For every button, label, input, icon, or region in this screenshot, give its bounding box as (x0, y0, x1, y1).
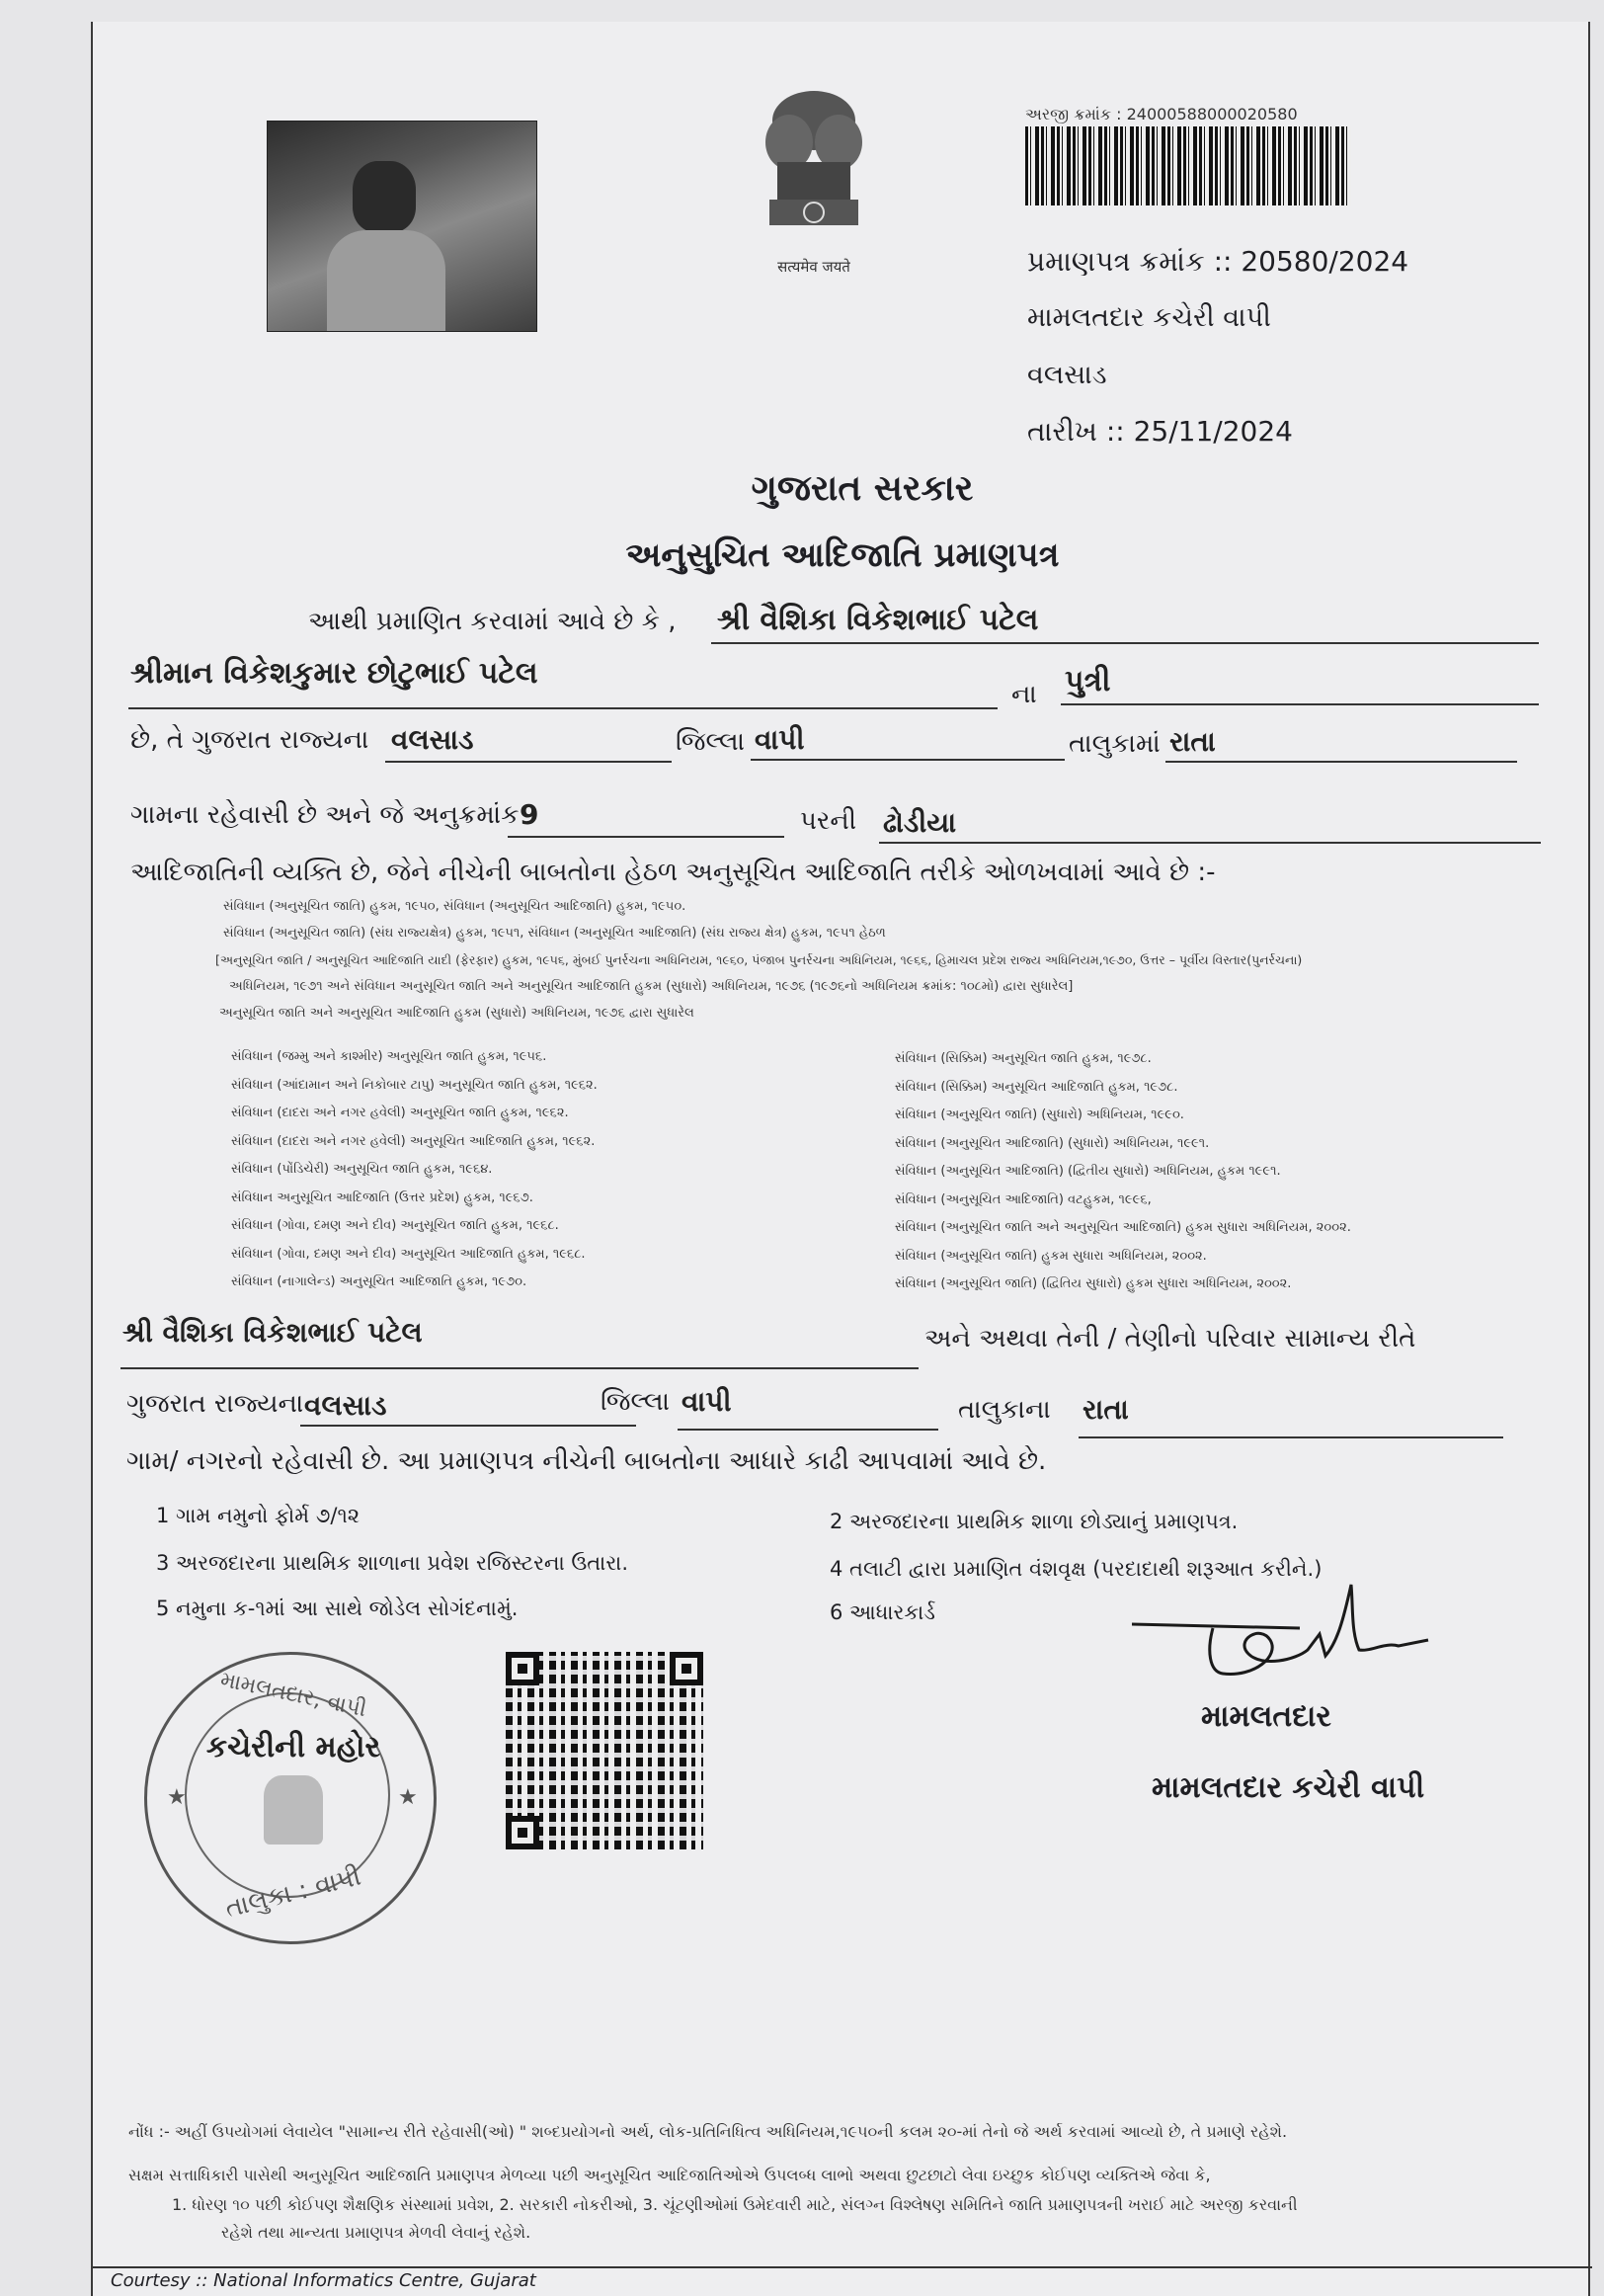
note-line: 1. ધોરણ ૧૦ પછી કોઈપણ શૈક્ષણિક સંસ્થામાં પ્રવેશ, 2. સરકારી નોકરીઓ, 3. ચૂંટણીઓમાં ઉમેદવારી માટે, સંલગ્ન વિશ્લેષણ સમિતિને જાતિ પ્રમાણપત્રની ખરાઈ માટે અરજી કરવાની (172, 2195, 1298, 2214)
par-label: પરની (800, 806, 857, 836)
order-line: અધિનિયમ, ૧૯૭૧ અને સંવિધાન અનુસૂચિત જાતિ અને અનુસૂચિત આદિજાતિ હુકમ (સુધારો) અધિનિયમ, ૧૯૭૬ (૧૯૭૬નો અધિનિયમ ક્રમાંક: ૧૦૮મો) દ્વારા સુધારેલ] (229, 979, 1074, 994)
note-line: રહેશે તથા માન્યતા પ્રમાણપત્ર મેળવી લેવાનું રહેશે. (221, 2223, 531, 2242)
residence-holder-underline (120, 1367, 919, 1369)
seal-center-text: કચેરીની મહોર (205, 1730, 381, 1764)
taluka-underline (751, 759, 1065, 761)
barcode (1025, 126, 1351, 205)
order-line: સંવિધાન (અનુસૂચિત જાતિ) (સંઘ રાજ્યક્ષેત્ર) હુકમ, ૧૯૫૧, સંવિધાન (અનુસૂચિત આદિજાતિ) (સંઘ રાજ્ય ક્ષેત્ર) હુકમ, ૧૯૫૧ હેઠળ (223, 926, 886, 941)
office-name: મામલતદાર કચેરી વાપી (1027, 302, 1271, 333)
signatory-office: મામલતદાર કચેરી વાપી (1152, 1770, 1425, 1805)
ashoka-emblem-icon (750, 83, 878, 261)
order-line: સંવિધાન (અનુસૂચિત આદિજાતિ) (સુધારો) અધિનિયમ, ૧૯૯૧. (895, 1135, 1210, 1151)
seal-bottom-text: તાલુકા : વાપી (222, 1861, 364, 1925)
village-underline (1165, 761, 1517, 763)
signatory-designation: મામલતદાર (1201, 1699, 1331, 1734)
tribe-underline (879, 842, 1541, 844)
district-value: વલસાડ (391, 723, 474, 756)
residence-state-prefix: ગુજરાત રાજ્યના (126, 1389, 304, 1419)
government-title: ગુજરાત સરકાર (751, 468, 974, 509)
document-item: 5 નમુના ક-૧માં આ સાથે જોડેલ સોગંદનામું. (156, 1597, 519, 1620)
document-item: 4 તલાટી દ્વારા પ્રમાણિત વંશવૃક્ષ (પરદાદાથી શરૂઆત કરીને.) (830, 1557, 1323, 1581)
qr-code (506, 1652, 703, 1849)
seal-star-icon: ★ (398, 1785, 418, 1810)
note-line: સક્ષમ સત્તાધિકારી પાસેથી અનુસૂચિત આદિજાતિ પ્રમાણપત્ર મેળવ્યા પછી અનુસૂચિત આદિજાતિઓએ ઉપલબ્ધ લાભો અથવા છુટછાટો લેવા ઇચ્છુક કોઈપણ વ્યક્તિએ જેવા કે, (128, 2166, 1211, 2184)
orders-right-block (895, 1051, 1527, 1305)
order-line: સંવિધાન (જમ્મુ અને કાશ્મીર) અનુસૂચિત જાતિ હુકમ, ૧૯૫૬. (231, 1049, 547, 1064)
order-line: સંવિધાન (સિક્કિમ) અનુસૂચિત જાતિ હુકમ, ૧૯૭૮. (895, 1051, 1152, 1066)
residence-village-value: રાતા (1083, 1393, 1129, 1426)
residence-district-value: વલસાડ (304, 1389, 387, 1422)
state-prefix: છે, તે ગુજરાત રાજ્યના (130, 725, 369, 755)
seal-top-text: મામલતદાર, વાપી (217, 1667, 369, 1723)
family-text: અને અથવા તેની / તેણીનો પરિવાર સામાન્ય રીતે (924, 1324, 1416, 1353)
order-line: અનુસૂચિત જાતિ અને અનુસૂચિત આદિજાતિ હુકમ (સુધારો) અધિનિયમ, ૧૯૭૬ દ્વારા સુધારેલ (219, 1006, 694, 1021)
district-underline (385, 761, 672, 763)
order-line: સંવિધાન (ગોવા, દમણ અને દીવ) અનુસૂચિત જાતિ હુકમ, ૧૯૬૮. (231, 1218, 559, 1233)
seal-emblem-icon (264, 1775, 323, 1845)
certificate-page (91, 22, 1590, 2296)
residence-district-label: જિલ્લા (601, 1387, 671, 1417)
order-line: સંવિધાન (નાગાલેન્ડ) અનુસૂચિત આદિજાતિ હુકમ, ૧૯૭૦. (231, 1274, 527, 1289)
order-line: સંવિધાન (અનુસૂચિત જાતિ) (સુધારો) અધિનિયમ, ૧૯૯૦. (895, 1107, 1184, 1122)
order-line: સંવિધાન (ગોવા, દમણ અને દીવ) અનુસૂચિત આદિજાતિ હુકમ, ૧૯૬૮. (231, 1246, 586, 1262)
tribe-value: ઢોડીયા (883, 806, 957, 839)
signature-mark (1132, 1577, 1448, 1685)
order-line: સંવિધાન અનુસૂચિત આદિજાતિ (ઉત્તર પ્રદેશ) હુકમ, ૧૯૬૭. (231, 1189, 533, 1205)
order-line: સંવિધાન (અનુસૂચિત જાતિ અને અનુસૂચિત આદિજાતિ) હુકમ સુધારા અધિનિયમ, ૨૦૦૨. (895, 1220, 1351, 1235)
order-line: સંવિધાન (અનુસૂચિત આદિજાતિ) વટહુકમ, ૧૯૯૬, (895, 1191, 1152, 1207)
order-line: સંવિધાન (દાદરા અને નગર હવેલી) અનુસૂચિત જાતિ હુકમ, ૧૯૬૨. (231, 1106, 569, 1120)
issue-date: તારીખ :: 25/11/2024 (1027, 415, 1293, 448)
na-label: ના (1011, 680, 1037, 709)
note-line: નોંધ :- અહીં ઉપયોગમાં લેવાયેલ "સામાન્ય રીતે રહેવાસી(ઓ) " શબ્દપ્રયોગનો અર્થ, લોક-પ્રતિનિધિત્વ અધિનિયમ,૧૯૫૦ની કલમ ૨૦-માં તેનો જે અર્થ કરવામાં આવ્યો છે, તે પ્રમાણે રહેશે. (128, 2122, 1288, 2141)
document-item: 6 આધારકાર્ડ (830, 1600, 935, 1624)
document-item: 3 અરજદારના પ્રાથમિક શાળાના પ્રવેશ રજિસ્ટરના ઉતારા. (156, 1551, 629, 1575)
order-line: સંવિધાન (અનુસૂચિત જાતિ) હુકમ, ૧૯૫૦, સંવિધાન (અનુસૂચિત આદિજાતિ) હુકમ, ૧૯૫૦. (223, 899, 686, 914)
qr-finder (506, 1816, 539, 1849)
residence-holder-name: શ્રી વૈશિકા વિકેશભાઈ પટેલ (122, 1316, 423, 1349)
document-item: 2 અરજદારના પ્રાથમિક શાળા છોડ્યાનું પ્રમાણપત્ર. (830, 1510, 1239, 1533)
relation-underline (1061, 703, 1539, 705)
order-line: સંવિધાન (સિક્કિમ) અનુસૂચિત આદિજાતિ હુકમ, ૧૯૭૮. (895, 1079, 1178, 1095)
residence-village-underline (1079, 1436, 1503, 1438)
application-number: અરજી ક્રમાંક : 24000588000020580 (1025, 105, 1298, 123)
orders-top-block (215, 899, 1547, 1032)
national-emblem (735, 83, 893, 300)
footer-rule (93, 2266, 1592, 2268)
order-line: [અનુસૂચિત જાતિ / અનુસૂચિત આદિજાતિ યાદી (ફેરફાર) હુકમ, ૧૯૫૬, મુંબઈ પુનર્રચના અધિનિયમ, ૧૯૬૦, પંજાબ પુનર્રચના અધિનિયમ, ૧૯૬૬, હિમાચલ પ્રદેશ રાજ્ય અધિનિયમ,૧૯૭૦, ઉત્તર – પૂર્વીય વિસ્તાર(પુનર્રચના) (215, 952, 1303, 967)
emblem-motto: सत्यमेव जयते (777, 258, 850, 276)
holder-name-underline (711, 642, 1539, 644)
office-seal (144, 1652, 437, 1944)
residence-taluka-value: વાપી (682, 1385, 732, 1418)
order-line: સંવિધાન (પોંડિચેરી) અનુસૂચિત જાતિ હુકમ, ૧૯૬૪. (231, 1162, 493, 1177)
qr-finder (506, 1652, 539, 1685)
taluka-value: વાપી (755, 723, 805, 756)
father-name: શ્રીમાન વિકેશકુમાર છોટુભાઈ પટેલ (130, 656, 538, 691)
father-name-underline (128, 707, 998, 709)
resident-prefix: ગામના રહેવાસી છે અને જે અનુક્રમાંક (130, 800, 520, 830)
orders-left-block (231, 1049, 784, 1303)
order-line: સંવિધાન (આંદામાન અને નિકોબાર ટાપુ) અનુસૂચિત જાતિ હુકમ, ૧૯૬૨. (231, 1077, 598, 1093)
serial-value: 9 (520, 798, 539, 831)
basis-line: ગામ/ નગરનો રહેવાસી છે. આ પ્રમાણપત્ર નીચેની બાબતોના આધારે કાઢી આપવામાં આવે છે. (126, 1446, 1047, 1476)
relation-value: પુત્રી (1065, 664, 1111, 698)
taluka-label: તાલુકામાં (1069, 729, 1161, 759)
village-value: રાતા (1169, 725, 1216, 758)
order-line: સંવિધાન (અનુસૂચિત જાતિ) (દ્વિતિય સુધારો) હુકમ સુધારા અધિનિયમ, ૨૦૦૨. (895, 1276, 1292, 1291)
order-line: સંવિધાન (અનુસૂચિત આદિજાતિ) (દ્વિતીય સુધારો) અધિનિયમ, હુકમ ૧૯૯૧. (895, 1164, 1281, 1179)
district-name: વલસાડ (1027, 360, 1107, 390)
certificate-title: અનુસુચિત આદિજાતિ પ્રમાણપત્ર (625, 535, 1060, 575)
courtesy-text: Courtesy :: National Informatics Centre, Gujarat (111, 2270, 536, 2291)
order-line: સંવિધાન (અનુસૂચિત જાતિ) હુકમ સુધારા અધિનિયમ, ૨૦૦૨. (895, 1248, 1207, 1264)
recognition-line: આદિજાતિની વ્યક્તિ છે, જેને નીચેની બાબતોના હેઠળ અનુસૂચિત આદિજાતિ તરીકે ઓળખવામાં આવે છે :- (130, 858, 1216, 887)
residence-taluka-underline (678, 1429, 938, 1431)
residence-district-underline (300, 1425, 636, 1427)
serial-underline (508, 836, 784, 838)
applicant-photo (267, 121, 537, 332)
residence-taluka-label: તાલુકાના (958, 1395, 1051, 1425)
order-line: સંવિધાન (દાદરા અને નગર હવેલી) અનુસૂચિત આદિજાતિ હુકમ, ૧૯૬૨. (231, 1133, 596, 1149)
qr-finder (670, 1652, 703, 1685)
holder-name: શ્રી વૈશિકા વિકેશભાઈ પટેલ (717, 603, 1039, 637)
certify-prefix: આથી પ્રમાણિત કરવામાં આવે છે કે , (308, 607, 677, 636)
certificate-number: પ્રમાણપત્ર ક્રમાંક :: 20580/2024 (1027, 245, 1409, 278)
district-label: જિલ્લા (676, 727, 746, 757)
seal-star-icon: ★ (167, 1785, 187, 1810)
document-item: 1 ગામ નમુનો ફોર્મ ૭/૧૨ (156, 1504, 361, 1527)
